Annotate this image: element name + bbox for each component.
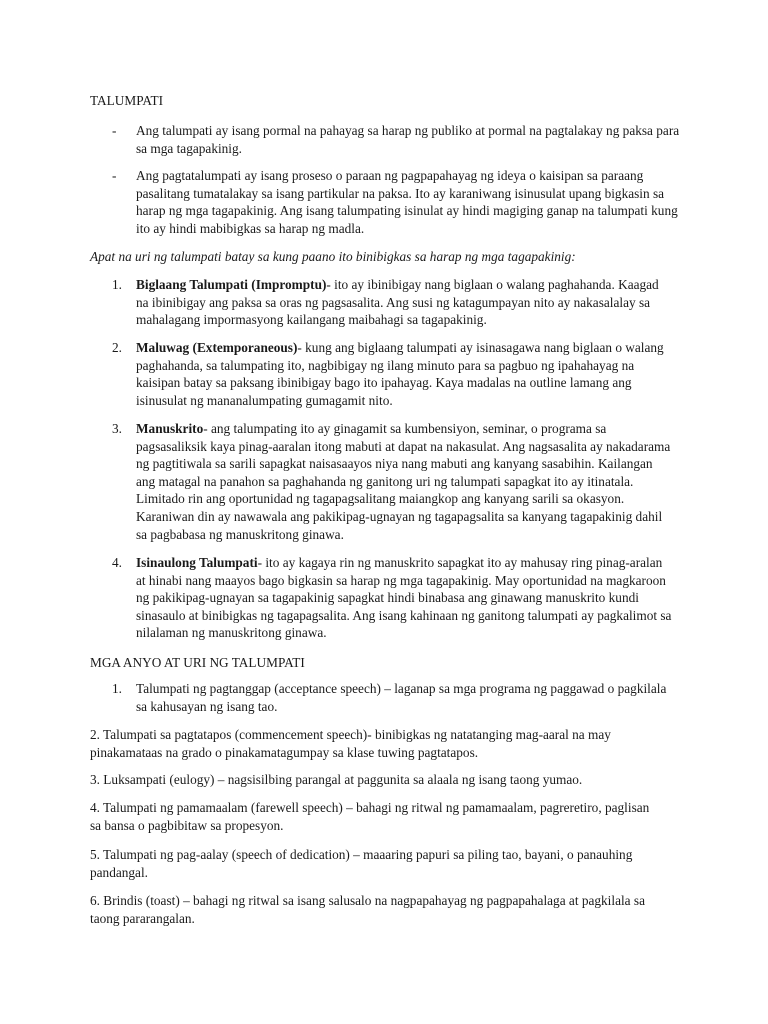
type-description [136, 276, 672, 329]
number-marker: 3. [112, 421, 122, 436]
section-title: MGA ANYO AT URI NG TALUMPATI [90, 655, 305, 670]
type-text: - ito ay ibinibigay nang biglaan o walang paghahanda. Kaagad na ibinibigay ang paksa sa oras ng pagsasalita. Ang susi ng katagumpayan nito ay nakasalalay sa mahalagang impormasyong kailangang maibahagi sa tagapakinig. [136, 277, 659, 328]
form-paragraph: 4. Talumpati ng pamamaalam (farewell speech) – bahagi ng ritwal ng pamamaalam, pagreretiro, paglisan sa bansa o pagbibitaw sa propesyon. [90, 800, 650, 833]
definition-text: Ang talumpati ay isang pormal na pahayag sa harap ng publiko at pormal na pagtalakay ng paksa para sa mga tagapakinig. [136, 123, 680, 156]
type-description [136, 554, 672, 642]
type-term: Isinaulong Talumpati [136, 555, 258, 570]
type-description [136, 420, 672, 543]
type-item [112, 554, 672, 642]
dash-marker: - [112, 168, 117, 183]
type-text: - ang talumpating ito ay ginagamit sa kumbensiyon, seminar, o programa sa pagsasaliksik kaya pinag-aaralan itong mabuti at dapat na nakasulat. Ang nagsasalita ay nakadarama ng pagtitiwala sa sarili sapagkat naisasaayos niya nang mabuti ang kanyang sasabihin. Kailangan ang matagal na panahon sa paghahanda ng ganitong uri ng talumpati sapagkat ito ay itinatala. Limitado rin ang oportunidad ng tagapagsalitang maiangkop ang kanyang sarili sa okasyon. Karaniwan din ay nawawala ang pakikipag-ugnayan ng tagapagsalita sa kanyang tagapakinig dahil sa pagbabasa ng manuskritong ginawa. [136, 421, 671, 542]
form-item [112, 680, 672, 715]
document-title: TALUMPATI [90, 93, 164, 108]
type-item [112, 420, 672, 543]
form-paragraph: 2. Talumpati sa pagtatapos (commencement speech)- binibigkas ng natatanging mag-aaral na may pinakamataas na grado o pinakamatagumpay sa klase tuwing pagtatapos. [90, 727, 611, 760]
type-term: Maluwag (Extemporaneous) [136, 340, 298, 355]
form-paragraph: 5. Talumpati ng pag-aalay (speech of dedication) – maaaring papuri sa piling tao, bayani, o panauhing pandangal. [90, 847, 633, 880]
dash-marker: - [112, 123, 117, 138]
form-paragraph: 3. Luksampati (eulogy) – nagsisilbing parangal at paggunita sa alaala ng isang taong yumao. [90, 772, 583, 787]
type-term: Manuskrito [136, 421, 204, 436]
type-item [112, 339, 672, 409]
type-term: Biglaang Talumpati (Impromptu) [136, 277, 327, 292]
number-marker: 1. [112, 681, 122, 696]
type-text: - ito ay kagaya rin ng manuskrito sapagkat ito ay mahusay ring pinag-aralan at hinabi nang maayos bago bigkasin sa harap ng mga tagapakinig. May oportunidad na magkaroon ng pakikipag-ugnayan sa tagapakinig sapagkat hindi binabasa ang ginawang manuskrito kundi sinasaulo at binibigkas ng tagapagsalita. Ang isang kahinaan ng ganitong talumpati ay pagkalimot sa nilalaman ng manuskritong ginawa. [136, 555, 672, 641]
form-paragraph: 6. Brindis (toast) – bahagi ng ritwal sa isang salusalo na nagpapahayag ng pagpapahalaga at pagkilala sa taong pararangalan. [90, 893, 645, 926]
type-item [112, 276, 672, 329]
form-text: Talumpati ng pagtanggap (acceptance speech) – laganap sa mga programa ng paggawad o pagkilala sa kahusayan ng isang tao. [136, 681, 667, 714]
type-text: - kung ang biglaang talumpati ay isinasagawa nang biglaan o walang paghahanda, sa talumpating ito, nagbibigay ng ilang minuto para sa pagbuo ng ipahahayag na kaisipan batay sa paksang ibinibigay bago ito ipahayag. Kaya madalas na outline lamang ang isinusulat ng mananalumpating gumagamit nito. [136, 340, 664, 408]
number-marker: 1. [112, 277, 122, 292]
definition-text: Ang pagtatalumpati ay isang proseso o paraan ng pagpapahayag ng ideya o kaisipan sa paraang pasalitang tumatalakay sa isang partikular na paksa. Ito ay karaniwang isinusulat upang bigkasin sa harap ng mga tagapakinig. Ang isang talumpating isinulat ay hindi magiging ganap na talumpati kung ito ay hindi mabibigkas sa harap ng madla. [136, 168, 678, 236]
types-intro: Apat na uri ng talumpati batay sa kung paano ito binibigkas sa harap ng mga tagapakinig: [90, 249, 576, 264]
definition-item [112, 122, 682, 157]
number-marker: 2. [112, 340, 122, 355]
type-description [136, 339, 672, 409]
number-marker: 4. [112, 555, 122, 570]
definition-item [112, 167, 682, 237]
